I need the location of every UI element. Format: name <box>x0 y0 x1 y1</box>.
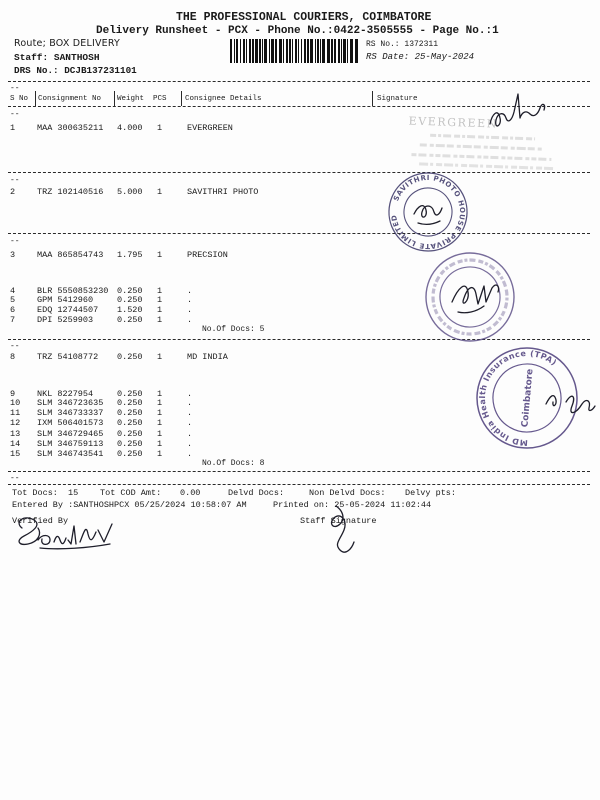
cell-pcs: 1 <box>157 295 163 305</box>
cell-pcs: 1 <box>157 123 163 133</box>
cell-pcs: 1 <box>157 408 163 418</box>
barcode-bar <box>304 39 306 63</box>
printed-on: Printed on: 25-05-2024 11:02:44 <box>273 500 432 510</box>
rs-number: RS No.: 1372311 <box>366 40 439 49</box>
cell-sno: 9 <box>10 389 16 399</box>
table-row <box>0 124 600 134</box>
group-doc-count: No.Of Docs: 8 <box>202 459 265 468</box>
cell-sno: 14 <box>10 439 21 449</box>
cell-weight: 0.250 <box>117 295 143 305</box>
barcode-bar <box>338 39 340 63</box>
delivered-docs-label: Delvd Docs: <box>228 488 285 498</box>
barcode-bar <box>230 39 232 63</box>
barcode-bar <box>275 39 277 63</box>
barcode-bar <box>317 39 319 63</box>
cell-pcs: 1 <box>157 305 163 315</box>
total-docs-value: 15 <box>68 488 79 498</box>
barcode-bar <box>295 39 297 63</box>
stamp-address-line <box>430 135 535 139</box>
barcode-bar <box>331 39 333 63</box>
cell-consignee: . <box>187 389 193 399</box>
barcode-bar <box>255 39 258 63</box>
cell-weight: 1.795 <box>117 250 143 260</box>
barcode-bar <box>252 39 254 63</box>
barcode-bar <box>262 39 263 63</box>
stamp-address-line <box>419 164 554 169</box>
md-india-stamp-arc-text: MD India Health Insurance (TPA) <box>477 348 559 448</box>
cell-consignee: . <box>187 439 193 449</box>
cell-pcs: 1 <box>157 429 163 439</box>
cell-consignee: MD INDIA <box>187 352 228 362</box>
table-row <box>0 353 600 363</box>
column-header-pcs: PCS <box>153 95 167 103</box>
cell-weight: 0.250 <box>117 418 143 428</box>
verified-by-label: Verified By <box>12 516 69 526</box>
savithri-photo-stamp <box>382 166 475 259</box>
stamp-outer-ring <box>382 166 475 259</box>
runsheet-subtitle: Delivery Runsheet - PCX - Phone No.:0422-3505555 - Page No.:1 <box>96 25 499 37</box>
barcode-bar <box>327 39 330 63</box>
barcode-bar <box>279 39 282 63</box>
cell-sno: 5 <box>10 295 16 305</box>
dashed-divider <box>8 106 590 107</box>
cell-sno: 11 <box>10 408 21 418</box>
table-row <box>0 188 600 198</box>
non-delivered-docs-label: Non Delvd Docs: <box>309 488 386 498</box>
delivery-points-label: Delvy pts: <box>405 488 457 498</box>
cell-sno: 3 <box>10 250 16 260</box>
barcode-bar <box>246 39 247 63</box>
cell-sno: 7 <box>10 315 16 325</box>
barcode-bar <box>234 39 235 63</box>
cell-sno: 1 <box>10 123 16 133</box>
cell-weight: 4.000 <box>117 123 143 133</box>
barcode <box>230 39 360 63</box>
cell-pcs: 1 <box>157 315 163 325</box>
cell-consignment: TRZ 54108772 <box>37 352 99 362</box>
table-row <box>0 251 600 261</box>
total-cod-label: Tot COD Amt: <box>100 488 162 498</box>
column-divider <box>35 91 36 106</box>
total-cod-value: 0.00 <box>180 488 201 498</box>
barcode-bar <box>310 39 313 63</box>
cell-sno: 6 <box>10 305 16 315</box>
evergreen-stamp <box>407 115 556 169</box>
column-header-weight: Weight <box>117 95 145 103</box>
dashed-divider <box>8 81 590 82</box>
cell-pcs: 1 <box>157 398 163 408</box>
cell-weight: 0.250 <box>117 315 143 325</box>
dashed-divider <box>8 471 590 472</box>
column-header-consignment: Consignment No <box>38 95 102 103</box>
cell-sno: 15 <box>10 449 21 459</box>
cell-weight: 1.520 <box>117 305 143 315</box>
staff-signature <box>332 506 354 552</box>
cell-consignee: . <box>187 398 193 408</box>
cell-consignee: . <box>187 429 193 439</box>
cell-pcs: 1 <box>157 352 163 362</box>
table-row <box>0 450 600 460</box>
barcode-bar <box>269 39 270 63</box>
savithri-stamp-text: SAVITHRI PHOTO HOUSE PRIVATE LIMITED <box>390 173 467 251</box>
barcode-bar <box>350 39 353 63</box>
barcode-bar <box>315 39 316 63</box>
cell-consignee: PRECSION <box>187 250 228 260</box>
cell-consignee: SAVITHRI PHOTO <box>187 187 259 197</box>
column-divider <box>181 91 182 106</box>
barcode-bar <box>322 39 325 63</box>
column-header-signature: Signature <box>377 95 418 103</box>
cell-weight: 0.250 <box>117 408 143 418</box>
cell-consignee: EVERGREEN <box>187 123 233 133</box>
cell-pcs: 1 <box>157 187 163 197</box>
table-row <box>0 316 600 326</box>
barcode-bar <box>271 39 274 63</box>
cell-weight: 5.000 <box>117 187 143 197</box>
total-docs-label: Tot Docs: <box>12 488 58 498</box>
cell-consignee: . <box>187 418 193 428</box>
receiver-signature <box>414 206 442 225</box>
staff-label: Staff: SANTHOSH <box>14 52 100 63</box>
cell-sno: 4 <box>10 286 16 296</box>
separator-marker: -- <box>10 474 20 483</box>
cell-consignment: SLM 346723635 <box>37 398 104 408</box>
barcode-bar <box>301 39 302 63</box>
table-row <box>0 419 600 429</box>
column-header-sno: S No <box>10 95 29 103</box>
cell-sno: 12 <box>10 418 21 428</box>
separator-marker: -- <box>10 237 20 246</box>
barcode-bar <box>307 39 309 63</box>
cell-consignment: SLM 346729465 <box>37 429 104 439</box>
cell-consignment: GPM 5412960 <box>37 295 94 305</box>
column-header-consignee: Consignee Details <box>185 95 262 103</box>
dashed-divider <box>8 484 590 485</box>
cell-pcs: 1 <box>157 389 163 399</box>
cell-consignment: SLM 346743541 <box>37 449 104 459</box>
cell-weight: 0.250 <box>117 389 143 399</box>
cell-consignment: SLM 346733337 <box>37 408 104 418</box>
cell-consignment: BLR 5550853230 <box>37 286 109 296</box>
barcode-bar <box>243 39 245 63</box>
cell-weight: 0.250 <box>117 429 143 439</box>
company-title: THE PROFESSIONAL COURIERS, COIMBATORE <box>176 11 432 24</box>
cell-consignment: MAA 865854743 <box>37 250 104 260</box>
cell-consignment: SLM 346759113 <box>37 439 104 449</box>
barcode-bar <box>320 39 321 63</box>
dashed-divider <box>8 172 590 173</box>
barcode-bar <box>259 39 261 63</box>
barcode-bar <box>286 39 288 63</box>
cell-consignment: NKL 8227954 <box>37 389 94 399</box>
cell-weight: 0.250 <box>117 449 143 459</box>
separator-marker: -- <box>10 342 20 351</box>
cell-consignment: DPI 5259903 <box>37 315 94 325</box>
cell-consignment: MAA 300635211 <box>37 123 104 133</box>
drs-number: DRS No.: DCJB137231101 <box>14 65 137 76</box>
cell-consignment: EDQ 12744507 <box>37 305 99 315</box>
cell-weight: 0.250 <box>117 398 143 408</box>
cell-consignee: . <box>187 286 193 296</box>
cell-pcs: 1 <box>157 439 163 449</box>
cell-weight: 0.250 <box>117 352 143 362</box>
receiver-signature <box>490 94 545 126</box>
cell-consignee: . <box>187 449 193 459</box>
barcode-bar <box>264 39 267 63</box>
group-doc-count: No.Of Docs: 5 <box>202 325 265 334</box>
evergreen-stamp-name: EVERGREEN <box>408 114 499 131</box>
barcode-bar <box>347 39 348 63</box>
column-divider <box>114 91 115 106</box>
barcode-bar <box>341 39 342 63</box>
cell-pcs: 1 <box>157 286 163 296</box>
column-divider <box>372 91 373 106</box>
cell-pcs: 1 <box>157 418 163 428</box>
barcode-bar <box>236 39 238 63</box>
separator-marker: -- <box>10 176 20 185</box>
separator-marker: -- <box>10 110 20 119</box>
barcode-bar <box>298 39 299 63</box>
cell-consignee: . <box>187 305 193 315</box>
route-label: Route; BOX DELIVERY <box>14 38 121 49</box>
barcode-bar <box>240 39 241 63</box>
md-india-stamp-city: Coimbatore <box>520 368 536 428</box>
cell-weight: 0.250 <box>117 439 143 449</box>
barcode-bar <box>355 39 358 63</box>
barcode-bar <box>334 39 336 63</box>
stamp-address-line <box>420 145 542 149</box>
rs-date: RS Date: 25-May-2024 <box>366 52 475 62</box>
cell-consignee: . <box>187 315 193 325</box>
cell-pcs: 1 <box>157 449 163 459</box>
dashed-divider <box>8 339 590 340</box>
cell-consignment: IXM 506401573 <box>37 418 104 428</box>
cell-weight: 0.250 <box>117 286 143 296</box>
cell-pcs: 1 <box>157 250 163 260</box>
entered-by: Entered By :SANTHOSHPCX 05/25/2024 10:58:07 AM <box>12 500 247 510</box>
stamp-address-line <box>411 155 551 160</box>
dashed-divider <box>8 233 590 234</box>
staff-signature-label: Staff Signature <box>300 516 377 526</box>
barcode-bar <box>289 39 291 63</box>
barcode-bar <box>292 39 293 63</box>
cell-sno: 10 <box>10 398 21 408</box>
barcode-bar <box>343 39 346 63</box>
cell-sno: 8 <box>10 352 16 362</box>
cell-sno: 13 <box>10 429 21 439</box>
cell-consignment: TRZ 102140516 <box>37 187 104 197</box>
separator-marker: -- <box>10 84 20 93</box>
cell-sno: 2 <box>10 187 16 197</box>
cell-consignee: . <box>187 408 193 418</box>
barcode-bar <box>283 39 284 63</box>
cell-consignee: . <box>187 295 193 305</box>
barcode-bar <box>249 39 251 63</box>
